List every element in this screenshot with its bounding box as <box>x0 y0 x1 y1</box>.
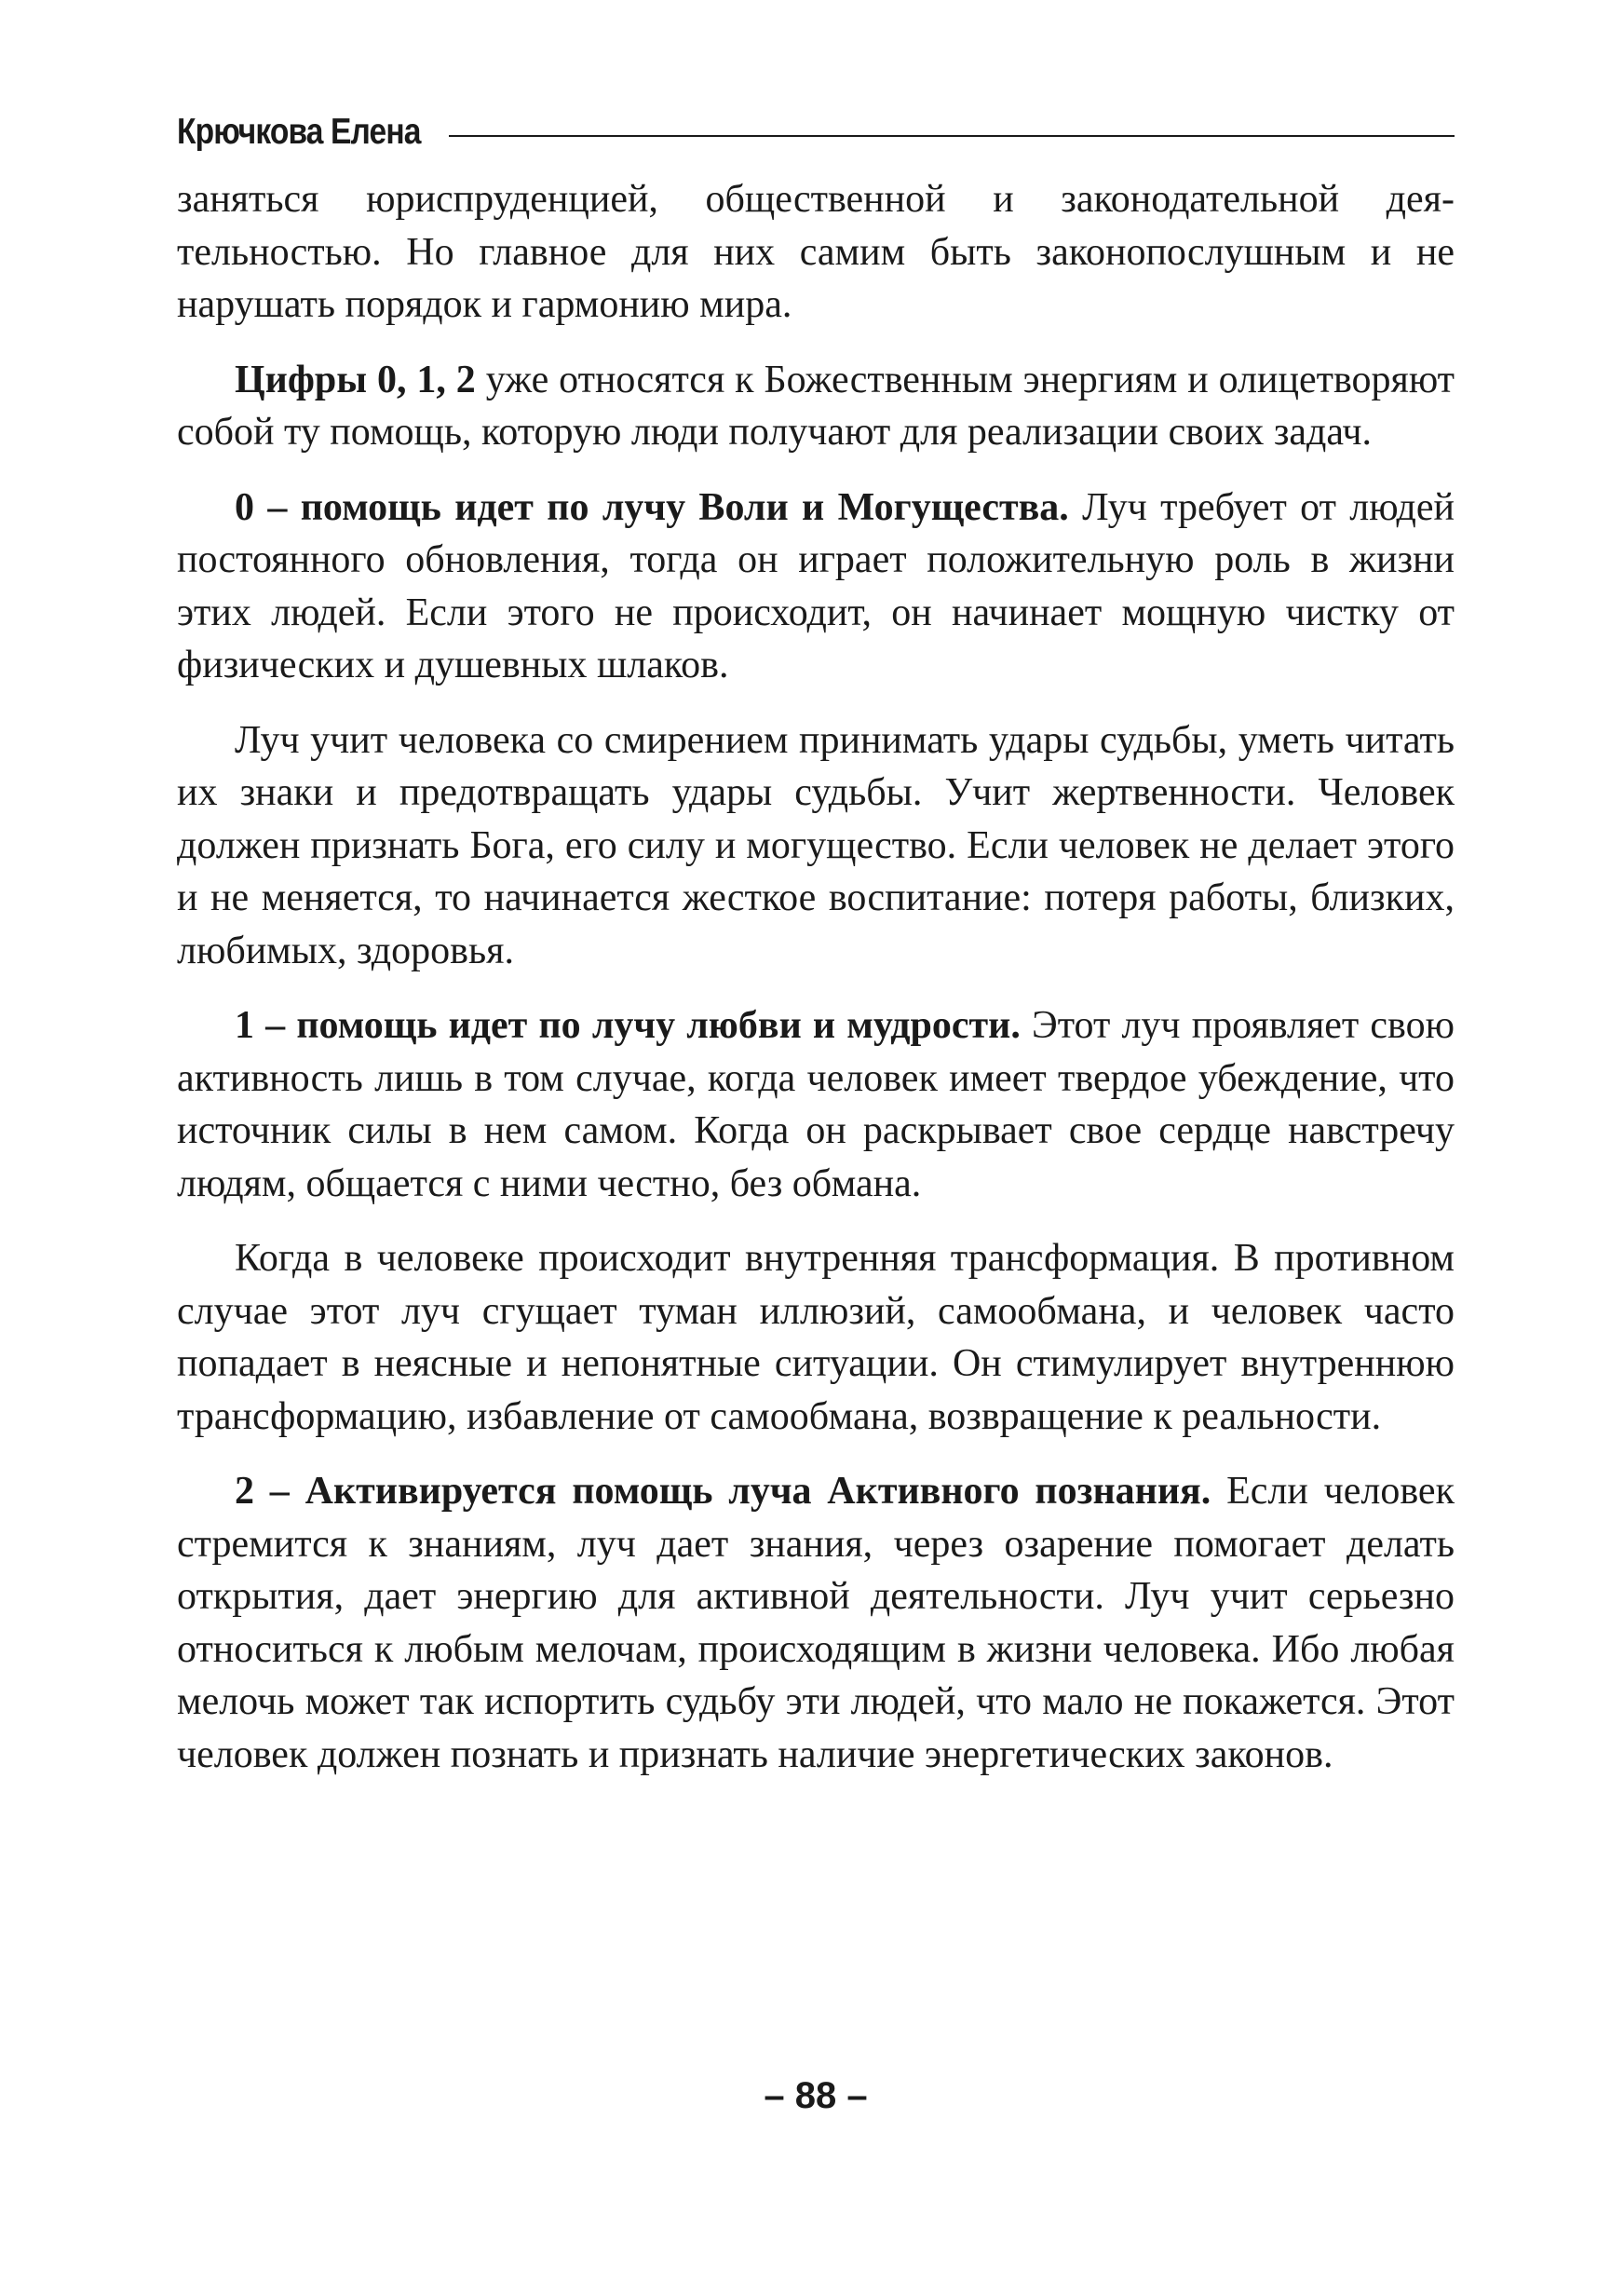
book-page <box>177 0 1455 2295</box>
paragraph-5-lead: 1 – помощь идет по лучу любви и мудрости. <box>235 1004 1021 1047</box>
body-text <box>177 173 1455 1781</box>
paragraph-4-text: Луч учит человека со смирением принимать удары судьбы, уметь читать их знаки и предотвращать удары судьбы. Учит жертвенности. Человек должен признать Бога, его силу и могущество. Если человек не делает этого и не меняется, то начинается жесткое воспитание: потеря работы, близких, любимых, здоровья. <box>177 718 1455 972</box>
page-number: – 88 – <box>764 2075 868 2116</box>
paragraph-1 <box>177 173 1455 332</box>
header-rule <box>449 135 1455 137</box>
paragraph-7-text: Если человек стремится к знаниям, луч дает знания, через озарение помогает делать открытия, дает энергию для активной деятельности. Луч учит серьезно относиться к любым мелочам, происходящим в жизни человека. Ибо любая мелочь может так испортить судьбу эти людей, что мало не покажется. Этот человек должен познать и признать наличие энергетических законов. <box>177 1470 1455 1776</box>
paragraph-2-lead: Цифры 0, 1, 2 <box>235 358 476 401</box>
paragraph-2 <box>177 354 1455 459</box>
paragraph-5-text: Этот луч проявляет свою активность лишь в том случае, когда человек имеет твердое убеждение, что источник силы в нем самом. Когда он раскрывает свое сердце навстречу людям, общается с ними честно, без обмана. <box>177 1004 1455 1205</box>
paragraph-3-lead: 0 – помощь идет по лучу Воли и Могущества. <box>235 485 1069 529</box>
paragraph-7 <box>177 1465 1455 1781</box>
paragraph-3-text: Луч требует от людей постоянного обновления, тогда он играет положительную роль в жизни этих людей. Если этого не происходит, он начинает мощную чистку от физических и душевных шлаков. <box>177 485 1455 686</box>
paragraph-1-text: заняться юриспруденцией, общественной и законодательной деятельностью. Но главное для них самим быть законопослушным и не нарушать порядок и гармонию мира. <box>177 178 1455 326</box>
paragraph-5 <box>177 999 1455 1210</box>
paragraph-3 <box>177 482 1455 692</box>
paragraph-4 <box>177 714 1455 978</box>
author-name: Крючкова Елена <box>177 112 421 152</box>
paragraph-7-lead: 2 – Активируется помощь луча Активного познания. <box>235 1470 1211 1513</box>
paragraph-6-text: Когда в человеке происходит внутренняя трансформация. В противном случае этот луч сгущает туман иллюзий, самообмана, и человек часто попадает в неясные и непонятные ситуации. Он стимулирует внутреннюю трансформацию, избавление от самообмана, возвращение к реальности. <box>177 1237 1455 1438</box>
paragraph-2-text: уже относятся к Божественным энергиям и олицетворяют собой ту помощь, которую люди получают для реализации своих задач. <box>177 358 1455 454</box>
paragraph-6 <box>177 1232 1455 1443</box>
running-header <box>177 104 1455 160</box>
